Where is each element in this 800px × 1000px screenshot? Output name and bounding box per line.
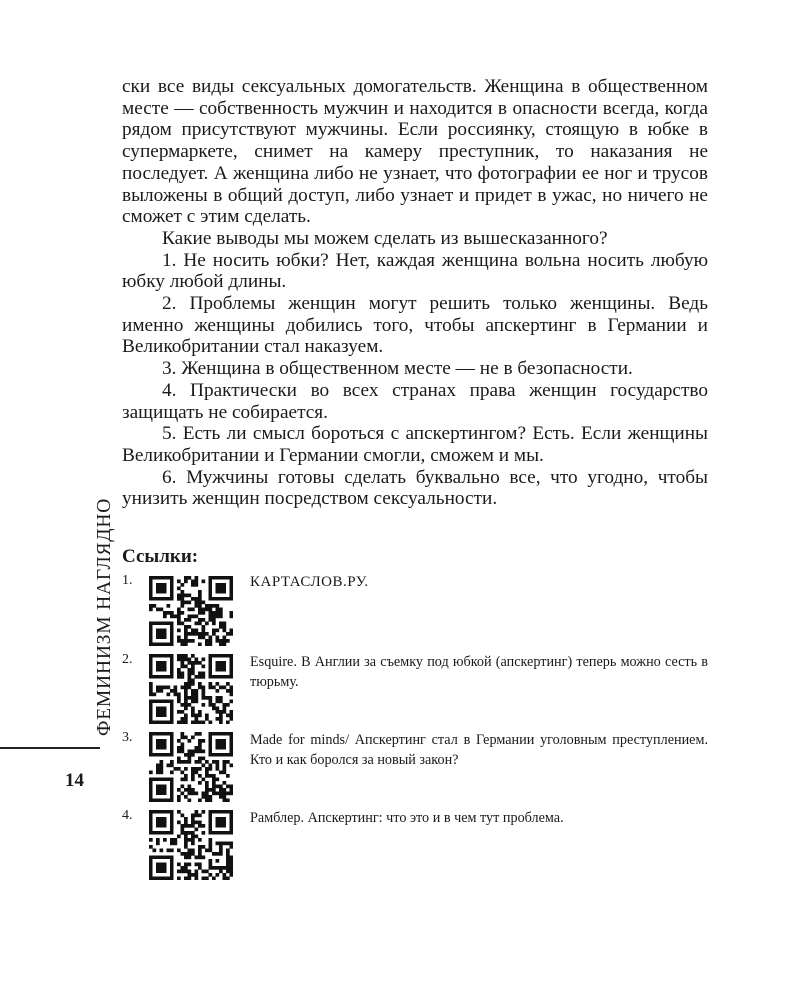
reference-text: Esquire. В Англии за съемку под юбкой (апскертинг) теперь можно сесть в тюрьму. <box>250 654 708 690</box>
qr-code-icon[interactable] <box>149 654 233 724</box>
reference-text: Made for minds/ Апскертинг стал в Германии уголовным преступлением. Кто и как боролся за новый закон? <box>250 732 708 768</box>
reference-number: 2. <box>122 652 133 667</box>
reference-number: 1. <box>122 573 133 588</box>
qr-code-icon[interactable] <box>149 810 233 880</box>
paragraph-6: 4. Практически во всех странах права женщин государство защищать не собирается. <box>122 379 708 423</box>
reference-text: Рамблер. Апскертинг: что это и в чем тут проблема. <box>250 810 564 826</box>
reference-text: КАРТАСЛОВ.РУ. <box>250 574 369 590</box>
paragraph-7: 5. Есть ли смысл бороться с апскертингом? Есть. Если женщины Великобритании и Германии смогли, сможем и мы. <box>122 423 708 466</box>
paragraph-1: ски все виды сексуальных домогательств. Женщина в общественном месте — собственность мужчин и находится в опасности всегда, когда рядом присутствуют мужчины. Если россиянку, стоящую в юбке в супермаркете, снимет на камеру преступник, то наказания не последует. А женщина либо не узнает, что фотографии ее ног и трусов выложены в общий доступ, либо узнает и придет в ужас, но ничего не сможет с этим сделать. <box>122 76 708 228</box>
paragraph-4: 2. Проблемы женщин могут решить только женщины. Ведь именно женщины добились того, чтобы апскертинг в Германии и Великобритании стал наказуем. <box>122 293 708 358</box>
reference-number: 3. <box>122 730 133 745</box>
running-title: ФЕМИНИЗМ НАГЛЯДНО <box>94 497 115 736</box>
divider <box>0 747 100 749</box>
reference-number: 4. <box>122 808 133 823</box>
paragraph-8: 6. Мужчины готовы сделать буквально все, что угодно, чтобы унизить женщин посредством сексуальности. <box>122 466 708 510</box>
qr-code-icon[interactable] <box>149 576 233 646</box>
paragraph-2: Какие выводы мы можем сделать из вышесказанного? <box>162 227 608 249</box>
qr-code-icon[interactable] <box>149 732 233 802</box>
page-number: 14 <box>65 770 84 791</box>
paragraph-3: 1. Не носить юбки? Нет, каждая женщина вольна носить любую юбку любой длины. <box>122 249 708 293</box>
paragraph-5: 3. Женщина в общественном месте — не в безопасности. <box>162 358 633 380</box>
references-heading: Ссылки: <box>122 546 199 567</box>
body-text <box>122 76 708 510</box>
